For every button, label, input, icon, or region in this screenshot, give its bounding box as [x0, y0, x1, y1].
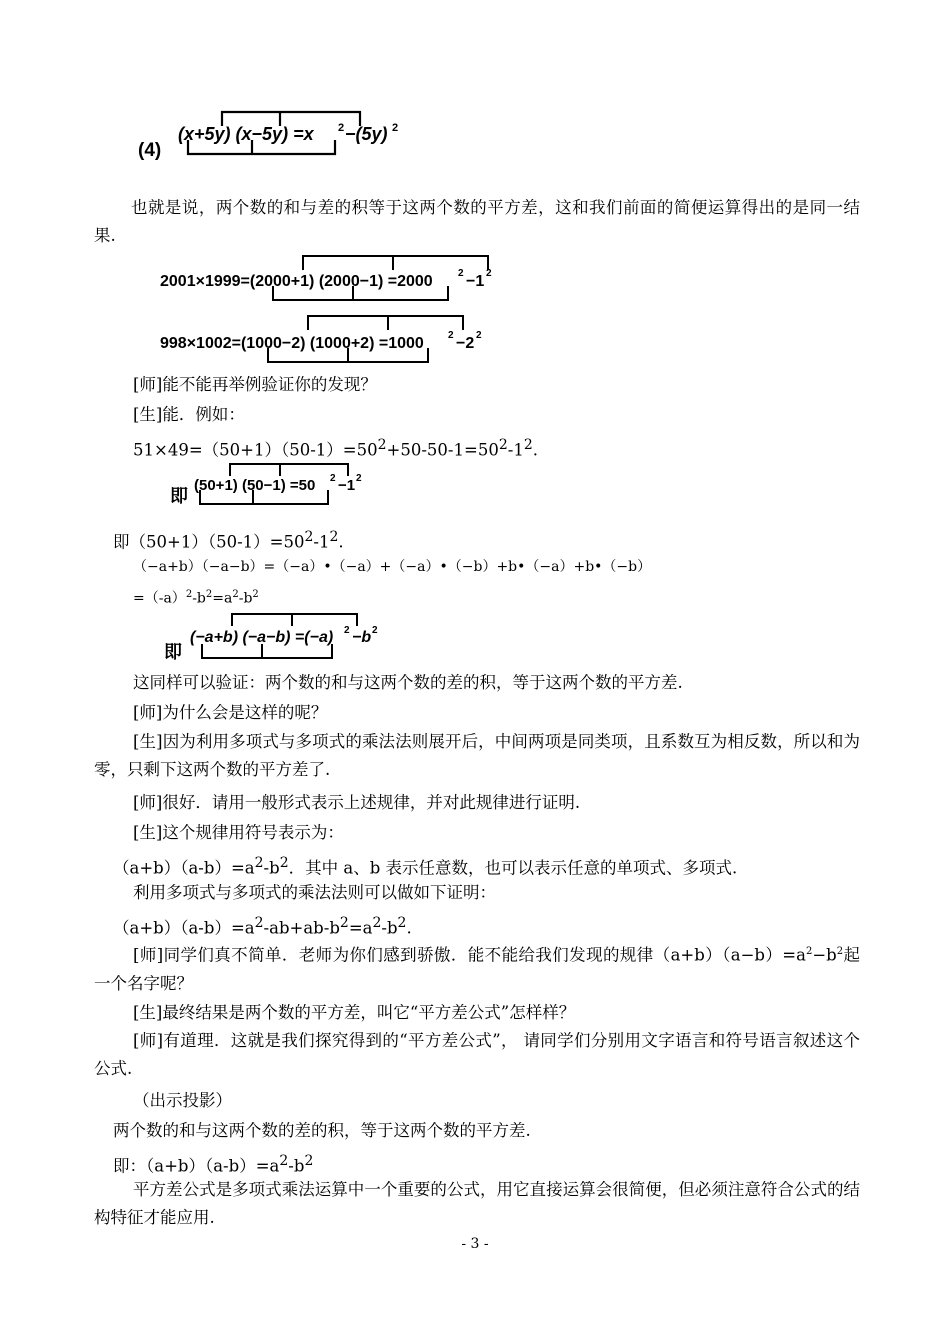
svg-text:2: 2 — [338, 122, 345, 134]
l13b: -ab+ab-b — [263, 918, 340, 938]
line-8: [师]为什么会是这样的呢？ — [133, 703, 328, 722]
formula-figure-2 — [158, 250, 498, 310]
l17a: 即：（a+b）（a-b）=a — [113, 1156, 280, 1176]
line-5: （−a+b）（−a−b）=（−a）•（−a）+（−a）•（−b）+b•（−a）+b•（−b） — [133, 559, 652, 575]
p3b: −b — [812, 945, 837, 965]
svg-text:−2: −2 — [456, 335, 475, 352]
sup: 2 — [372, 915, 382, 931]
line-11 — [113, 853, 737, 879]
svg-text:即: 即 — [164, 642, 182, 662]
svg-text:−1: −1 — [466, 273, 485, 290]
line-16: 两个数的和与这两个数的差的积，等于这两个数的平方差. — [113, 1121, 531, 1140]
l13c: =a — [348, 918, 373, 938]
line-13 — [113, 913, 412, 939]
sup: 2 — [185, 589, 193, 600]
sup: 2 — [252, 589, 259, 600]
l4a: 即（50+1）（50-1）=50 — [113, 532, 305, 552]
svg-text:(4): (4) — [138, 140, 162, 161]
l6d: -b — [238, 590, 253, 607]
line-15: （出示投影） — [133, 1091, 232, 1110]
sup: 2 — [205, 589, 213, 600]
l13e: . — [406, 918, 412, 938]
line-7: 这同样可以验证：两个数的和与这两个数的差的积，等于这两个数的平方差. — [133, 673, 683, 692]
line-9: [师]很好．请用一般形式表示上述规律，并对此规律进行证明. — [133, 793, 581, 812]
l13d: -b — [381, 918, 398, 938]
svg-text:2: 2 — [486, 268, 492, 279]
sup: 2 — [339, 915, 349, 931]
svg-text:2: 2 — [392, 122, 399, 134]
l4b: -1 — [313, 532, 330, 552]
svg-text:−1: −1 — [338, 477, 356, 494]
l17b: -b — [288, 1156, 305, 1176]
paragraph-3 — [94, 938, 860, 998]
svg-text:(−a+b) (−a−b) =(−a): (−a+b) (−a−b) =(−a) — [190, 629, 334, 646]
paragraph-1: 也就是说，两个数的和与差的积等于这两个数的平方差，这和我们前面的简便运算得出的是同一结果. — [94, 198, 860, 245]
svg-text:2: 2 — [448, 330, 454, 341]
formula-figure-3 — [158, 312, 498, 372]
svg-text:2: 2 — [356, 473, 362, 484]
sup: 2 — [232, 589, 239, 600]
line-10: [生]这个规律用符号表示为： — [133, 823, 344, 842]
sup: 2 — [329, 529, 339, 545]
sup: 2 — [377, 437, 387, 453]
paragraph-2: [生]因为利用多项式与多项式的乘法法则展开后，中间两项是同类项，且系数互为相反数，所以和为零，只剩下这两个数的平方差了. — [94, 732, 860, 779]
svg-text:2: 2 — [476, 330, 482, 341]
l3d: . — [532, 440, 538, 460]
paragraph-4: [师]有道理．这就是我们探究得到的“平方差公式”， 请同学们分别用文字语言和符号语言叙述这个公式. — [94, 1031, 860, 1078]
line-12: 利用多项式与多项式的乘法法则可以做如下证明： — [133, 883, 496, 902]
line-17 — [113, 1151, 313, 1177]
formula-figure-1 — [130, 104, 400, 174]
formula-figure-5 — [162, 610, 382, 670]
svg-text:2: 2 — [330, 473, 336, 484]
svg-text:(50+1) (50−1) =50: (50+1) (50−1) =50 — [194, 477, 316, 494]
l6c: =a — [212, 590, 233, 607]
l11c: ．其中 a、b 表示任意数，也可以表示任意的单项式、多项式. — [288, 858, 738, 878]
sup: 2 — [254, 915, 264, 931]
sup: 2 — [805, 946, 813, 957]
l3b: +50-50-1=50 — [386, 440, 499, 460]
sup: 2 — [498, 437, 508, 453]
sup: 2 — [304, 1153, 314, 1169]
l4c: . — [338, 532, 344, 552]
sup: 2 — [254, 855, 264, 871]
page-number: - 3 - — [461, 1236, 489, 1252]
svg-text:2: 2 — [372, 625, 378, 636]
svg-text:−(5y): −(5y) — [345, 124, 388, 144]
p3c: 起一个名字呢？ — [94, 945, 860, 993]
sup: 2 — [279, 855, 289, 871]
paragraph-5: 平方差公式是多项式乘法运算中一个重要的公式，用它直接运算会很简便，但必须注意符合公式的结构特征才能应用. — [94, 1180, 860, 1227]
formula-figure-4 — [168, 460, 368, 514]
l11b: -b — [263, 858, 280, 878]
line-4 — [113, 527, 344, 553]
line-6 — [133, 585, 259, 609]
sup: 2 — [523, 437, 533, 453]
l11a: （a+b）（a-b）=a — [113, 858, 255, 878]
sup: 2 — [397, 915, 407, 931]
l3c: -1 — [507, 440, 524, 460]
svg-text:2: 2 — [458, 268, 464, 279]
svg-text:−b: −b — [352, 629, 372, 646]
svg-text:2001×1999=(2000+1) (2000−1) =2: 2001×1999=(2000+1) (2000−1) =2000 — [160, 273, 433, 290]
line-3 — [133, 435, 538, 461]
l13a: （a+b）（a-b）=a — [113, 918, 255, 938]
line-2: [生]能．例如： — [133, 405, 245, 424]
line-1: [师]能不能再举例验证你的发现？ — [133, 375, 377, 394]
l6b: -b — [192, 590, 206, 607]
svg-text:(x+5y) (x−5y) =x: (x+5y) (x−5y) =x — [178, 124, 314, 144]
svg-text:998×1002=(1000−2) (1000+2) =10: 998×1002=(1000−2) (1000+2) =1000 — [160, 335, 424, 352]
sup: 2 — [836, 946, 844, 957]
l3a: 51×49=（50+1）（50-1）=50 — [133, 440, 378, 460]
sup: 2 — [279, 1153, 289, 1169]
line-14: [生]最终结果是两个数的平方差，叫它“平方差公式”怎样样？ — [133, 1003, 576, 1022]
svg-text:即: 即 — [170, 486, 188, 506]
l6a: =（-a） — [133, 590, 186, 607]
sup: 2 — [304, 529, 314, 545]
svg-text:2: 2 — [344, 625, 350, 636]
p3a: [师]同学们真不简单．老师为你们感到骄傲．能不能给我们发现的规律（a+b）（a−b）=a — [133, 945, 806, 965]
